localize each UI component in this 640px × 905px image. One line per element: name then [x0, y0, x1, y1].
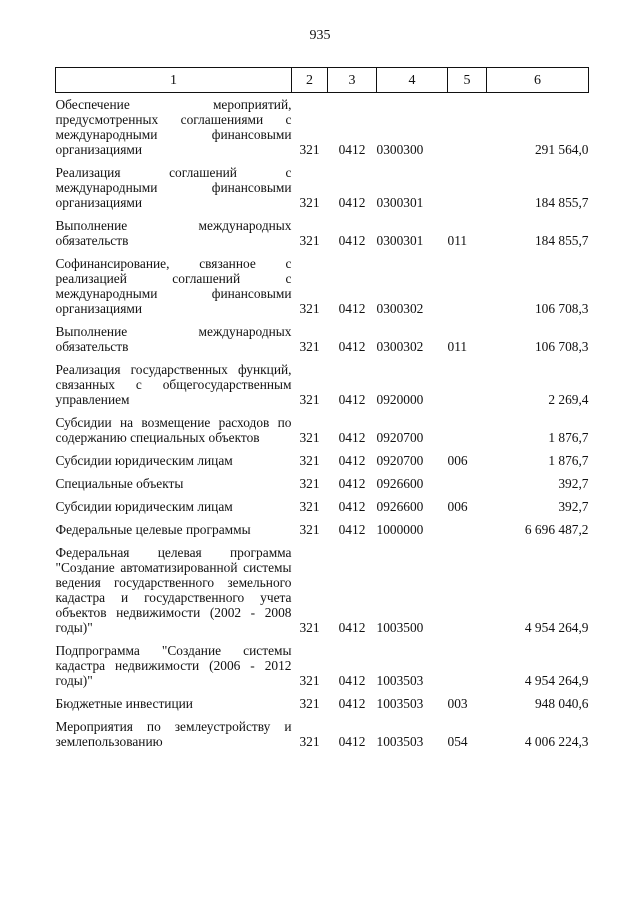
column-header: 6 — [487, 68, 589, 93]
target-article-code: 1003503 — [376, 696, 424, 711]
table-row — [56, 411, 589, 449]
ministry-code: 321 — [299, 696, 320, 711]
table-body — [56, 93, 589, 754]
table-header-row — [56, 68, 589, 93]
ministry-code: 321 — [299, 620, 320, 635]
expense-type-code — [448, 93, 487, 162]
column-header: 3 — [328, 68, 377, 93]
target-article-code: 0300302 — [376, 301, 424, 316]
section-code: 0412 — [338, 339, 366, 354]
target-article-code: 1003503 — [376, 734, 424, 749]
amount: 4 954 264,9 — [524, 673, 589, 688]
budget-table — [55, 67, 589, 753]
row-description: Подпрограмма "Создание системы кадастра недвижимости (2006 - 2012 годы)" — [55, 643, 292, 688]
table-row — [56, 639, 589, 692]
ministry-code: 321 — [299, 142, 320, 157]
row-description: Бюджетные инвестиции — [55, 696, 193, 711]
row-description: Федеральная целевая программа "Создание автоматизированной системы ведения государственного земельного кадастра и государственного учета объектов недвижимости (2002 - 2008 годы)" — [55, 545, 292, 635]
amount: 2 269,4 — [548, 392, 589, 407]
amount: 1 876,7 — [548, 430, 589, 445]
expense-type-code — [448, 541, 487, 639]
table-row — [56, 358, 589, 411]
target-article-code: 0920700 — [376, 430, 424, 445]
expense-type-code — [448, 358, 487, 411]
table-row — [56, 715, 589, 753]
expense-type-code: 054 — [447, 734, 468, 749]
row-description: Софинансирование, связанное с реализацией соглашений с международными финансовыми организациями — [55, 256, 292, 316]
table-row — [56, 252, 589, 320]
table-row — [56, 692, 589, 715]
expense-type-code: 003 — [447, 696, 468, 711]
expense-type-code: 011 — [447, 233, 468, 248]
ministry-code: 321 — [299, 673, 320, 688]
ministry-code: 321 — [299, 522, 320, 537]
table-row — [56, 541, 589, 639]
amount: 291 564,0 — [534, 142, 589, 157]
table-row — [56, 93, 589, 162]
row-description: Выполнение международных обязательств — [55, 218, 292, 248]
row-description: Субсидии на возмещение расходов по содержанию специальных объектов — [55, 415, 292, 445]
expense-type-code — [448, 639, 487, 692]
expense-type-code — [448, 411, 487, 449]
section-code: 0412 — [338, 195, 366, 210]
amount: 4 954 264,9 — [524, 620, 589, 635]
page-number: 935 — [309, 28, 331, 43]
row-description: Реализация государственных функций, связанных с общегосударственным управлением — [55, 362, 292, 407]
expense-type-code: 006 — [447, 453, 468, 468]
section-code: 0412 — [338, 142, 366, 157]
amount: 948 040,6 — [534, 696, 589, 711]
table-row — [56, 320, 589, 358]
row-description: Обеспечение мероприятий, предусмотренных соглашениями с международными финансовыми организациями — [55, 97, 292, 157]
expense-type-code — [448, 518, 487, 541]
expense-type-code — [448, 252, 487, 320]
row-description: Субсидии юридическим лицам — [55, 499, 233, 514]
target-article-code: 0920700 — [376, 453, 424, 468]
amount: 6 696 487,2 — [524, 522, 589, 537]
expense-type-code — [448, 472, 487, 495]
target-article-code: 0300301 — [376, 195, 424, 210]
target-article-code: 0300300 — [376, 142, 424, 157]
target-article-code: 1003500 — [376, 620, 424, 635]
target-article-code: 1003503 — [376, 673, 424, 688]
target-article-code: 0926600 — [376, 476, 424, 491]
amount: 106 708,3 — [534, 301, 589, 316]
ministry-code: 321 — [299, 301, 320, 316]
amount: 184 855,7 — [534, 195, 589, 210]
ministry-code: 321 — [299, 233, 320, 248]
table-row — [56, 161, 589, 214]
ministry-code: 321 — [299, 339, 320, 354]
amount: 392,7 — [558, 499, 589, 514]
expense-type-code: 011 — [447, 339, 468, 354]
section-code: 0412 — [338, 430, 366, 445]
ministry-code: 321 — [299, 734, 320, 749]
row-description: Реализация соглашений с международными финансовыми организациями — [55, 165, 292, 210]
ministry-code: 321 — [299, 392, 320, 407]
section-code: 0412 — [338, 734, 366, 749]
amount: 392,7 — [558, 476, 589, 491]
target-article-code: 1000000 — [376, 522, 424, 537]
section-code: 0412 — [338, 620, 366, 635]
section-code: 0412 — [338, 673, 366, 688]
row-description: Субсидии юридическим лицам — [55, 453, 233, 468]
table-row — [56, 214, 589, 252]
table-row — [56, 495, 589, 518]
table-row — [56, 518, 589, 541]
amount: 4 006 224,3 — [524, 734, 589, 749]
section-code: 0412 — [338, 392, 366, 407]
ministry-code: 321 — [299, 430, 320, 445]
amount: 184 855,7 — [534, 233, 589, 248]
row-description: Специальные объекты — [55, 476, 184, 491]
section-code: 0412 — [338, 522, 366, 537]
section-code: 0412 — [338, 453, 366, 468]
section-code: 0412 — [338, 476, 366, 491]
amount: 106 708,3 — [534, 339, 589, 354]
column-header: 5 — [448, 68, 487, 93]
target-article-code: 0300301 — [376, 233, 424, 248]
section-code: 0412 — [338, 233, 366, 248]
row-description: Федеральные целевые программы — [55, 522, 251, 537]
target-article-code: 0300302 — [376, 339, 424, 354]
table-row — [56, 472, 589, 495]
ministry-code: 321 — [299, 453, 320, 468]
ministry-code: 321 — [299, 195, 320, 210]
table-row — [56, 449, 589, 472]
column-header: 4 — [377, 68, 448, 93]
row-description: Выполнение международных обязательств — [55, 324, 292, 354]
target-article-code: 0920000 — [376, 392, 424, 407]
target-article-code: 0926600 — [376, 499, 424, 514]
section-code: 0412 — [338, 499, 366, 514]
expense-type-code — [448, 161, 487, 214]
column-header: 2 — [292, 68, 328, 93]
ministry-code: 321 — [299, 499, 320, 514]
row-description: Мероприятия по землеустройству и землепользованию — [55, 719, 292, 749]
amount: 1 876,7 — [548, 453, 589, 468]
column-header: 1 — [56, 68, 292, 93]
section-code: 0412 — [338, 696, 366, 711]
section-code: 0412 — [338, 301, 366, 316]
ministry-code: 321 — [299, 476, 320, 491]
expense-type-code: 006 — [447, 499, 468, 514]
